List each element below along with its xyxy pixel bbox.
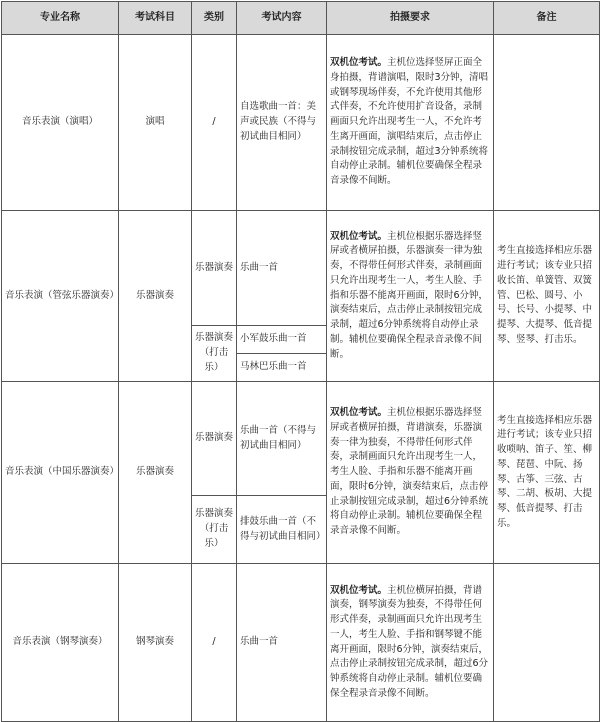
header-major: 专业名称 [2,2,119,35]
table-row [2,382,600,496]
table-row [2,35,600,211]
requirements-cell [327,564,494,722]
content-cell: 乐曲一首（不得与初试曲目相同） [237,382,327,496]
major-cell: 音乐表演（中国乐器演奏） [2,382,119,564]
content-cell: 自选歌曲一首：美声或民族（不得与初试曲目相同） [237,35,327,211]
content-cell: 小军鼓乐曲一首 [237,326,327,354]
major-cell: 音乐表演（演唱） [2,35,119,211]
requirement-lead: 双机位考试。 [330,230,388,242]
category-cell: 乐器演奏 [192,382,237,496]
header-row [2,2,600,35]
note-cell: 考生直接选择相应乐器进行考试；该专业只招收长笛、单簧管、双簧管、巴松、圆号、小号、长号、小提琴、中提琴、大提琴、低音提琴、竖琴、打击乐。 [494,211,600,382]
requirement-lead: 双机位考试。 [330,407,388,419]
category-cell: / [192,35,237,211]
major-cell: 音乐表演（钢琴演奏） [2,564,119,722]
requirement-text: 主机位根据乐器选择竖屏或者横屏拍摄，背谱演奏，乐器演奏一律为独奏，不得带任何形式伴奏，录制画面只允许出现考生一人，考生人脸、手指和乐器不能离开画面，限时6分钟，演奏结束后，点击停止录制按钮完成录制，超过6分钟系统将自动停止录制。辅机位要确保全程录音录像不间断。 [330,407,489,537]
table-row [2,564,600,722]
note-cell [494,564,600,722]
category-cell: 乐器演奏 [192,211,237,326]
content-cell: 排鼓乐曲一首（不得与初试曲目相同） [237,496,327,564]
major-cell: 音乐表演（管弦乐器演奏） [2,211,119,382]
requirement-text: 主机位选择竖屏正面全身拍摄，背谱演唱，限时3分钟，清唱或钢琴现场伴奏，不允许使用其他形式伴奏，不允许使用扩音设备，录制画面只允许出现考生一人，不允许考生离开画面，演唱结束后，点击停止录制按钮完成录制，超过3分钟系统将自动停止录制。辅机位要确保全程录音录像不间断。 [330,57,489,187]
requirement-text: 主机位横屏拍摄，背谱演奏，钢琴演奏为独奏，不得带任何形式伴奏，录制画面只允许出现考生一人，考生人脸、手指和钢琴键不能离开画面，限时6分钟，演奏结束后，点击停止录制按钮完成录制，超过6分钟系统将自动停止录制。辅机位要确保全程录音录像不间断。 [330,584,489,699]
category-cell: 乐器演奏（打击乐） [192,496,237,564]
header-category: 类别 [192,2,237,35]
header-requirements: 拍摄要求 [327,2,494,35]
subject-cell: 演唱 [119,35,192,211]
header-subject: 考试科目 [119,2,192,35]
content-cell: 乐曲一首 [237,564,327,722]
exam-requirements-table [1,1,600,722]
subject-cell: 钢琴演奏 [119,564,192,722]
category-cell: 乐器演奏（打击乐） [192,326,237,382]
subject-cell: 乐器演奏 [119,211,192,382]
requirements-cell [327,382,494,564]
requirements-cell [327,35,494,211]
requirements-cell [327,211,494,382]
content-cell: 马林巴乐曲一首 [237,354,327,382]
requirement-lead: 双机位考试。 [330,57,388,69]
requirement-lead: 双机位考试。 [330,584,388,596]
requirement-text: 主机位根据乐器选择竖屏或者横屏拍摄，乐器演奏一律为独奏，不得带任何形式伴奏，录制画面只允许出现考生一人，考生人脸、手指和乐器不能离开画面，限时6分钟，演奏结束后，点击停止录制按钮完成录制，超过6分钟系统将自动停止录制。辅机位要确保全程录音录像不间断。 [330,230,489,360]
table-row [2,211,600,326]
content-cell: 乐曲一首 [237,211,327,326]
note-cell: 考生直接选择相应乐器进行考试；该专业只招收唢呐、笛子、笙、柳琴、琵琶、中阮、扬琴、古筝、三弦、古琴、二胡、板胡、大提琴、低音提琴、打击乐。 [494,382,600,564]
note-cell [494,35,600,211]
subject-cell: 乐器演奏 [119,382,192,564]
header-notes: 备注 [494,2,600,35]
category-cell: / [192,564,237,722]
header-content: 考试内容 [237,2,327,35]
